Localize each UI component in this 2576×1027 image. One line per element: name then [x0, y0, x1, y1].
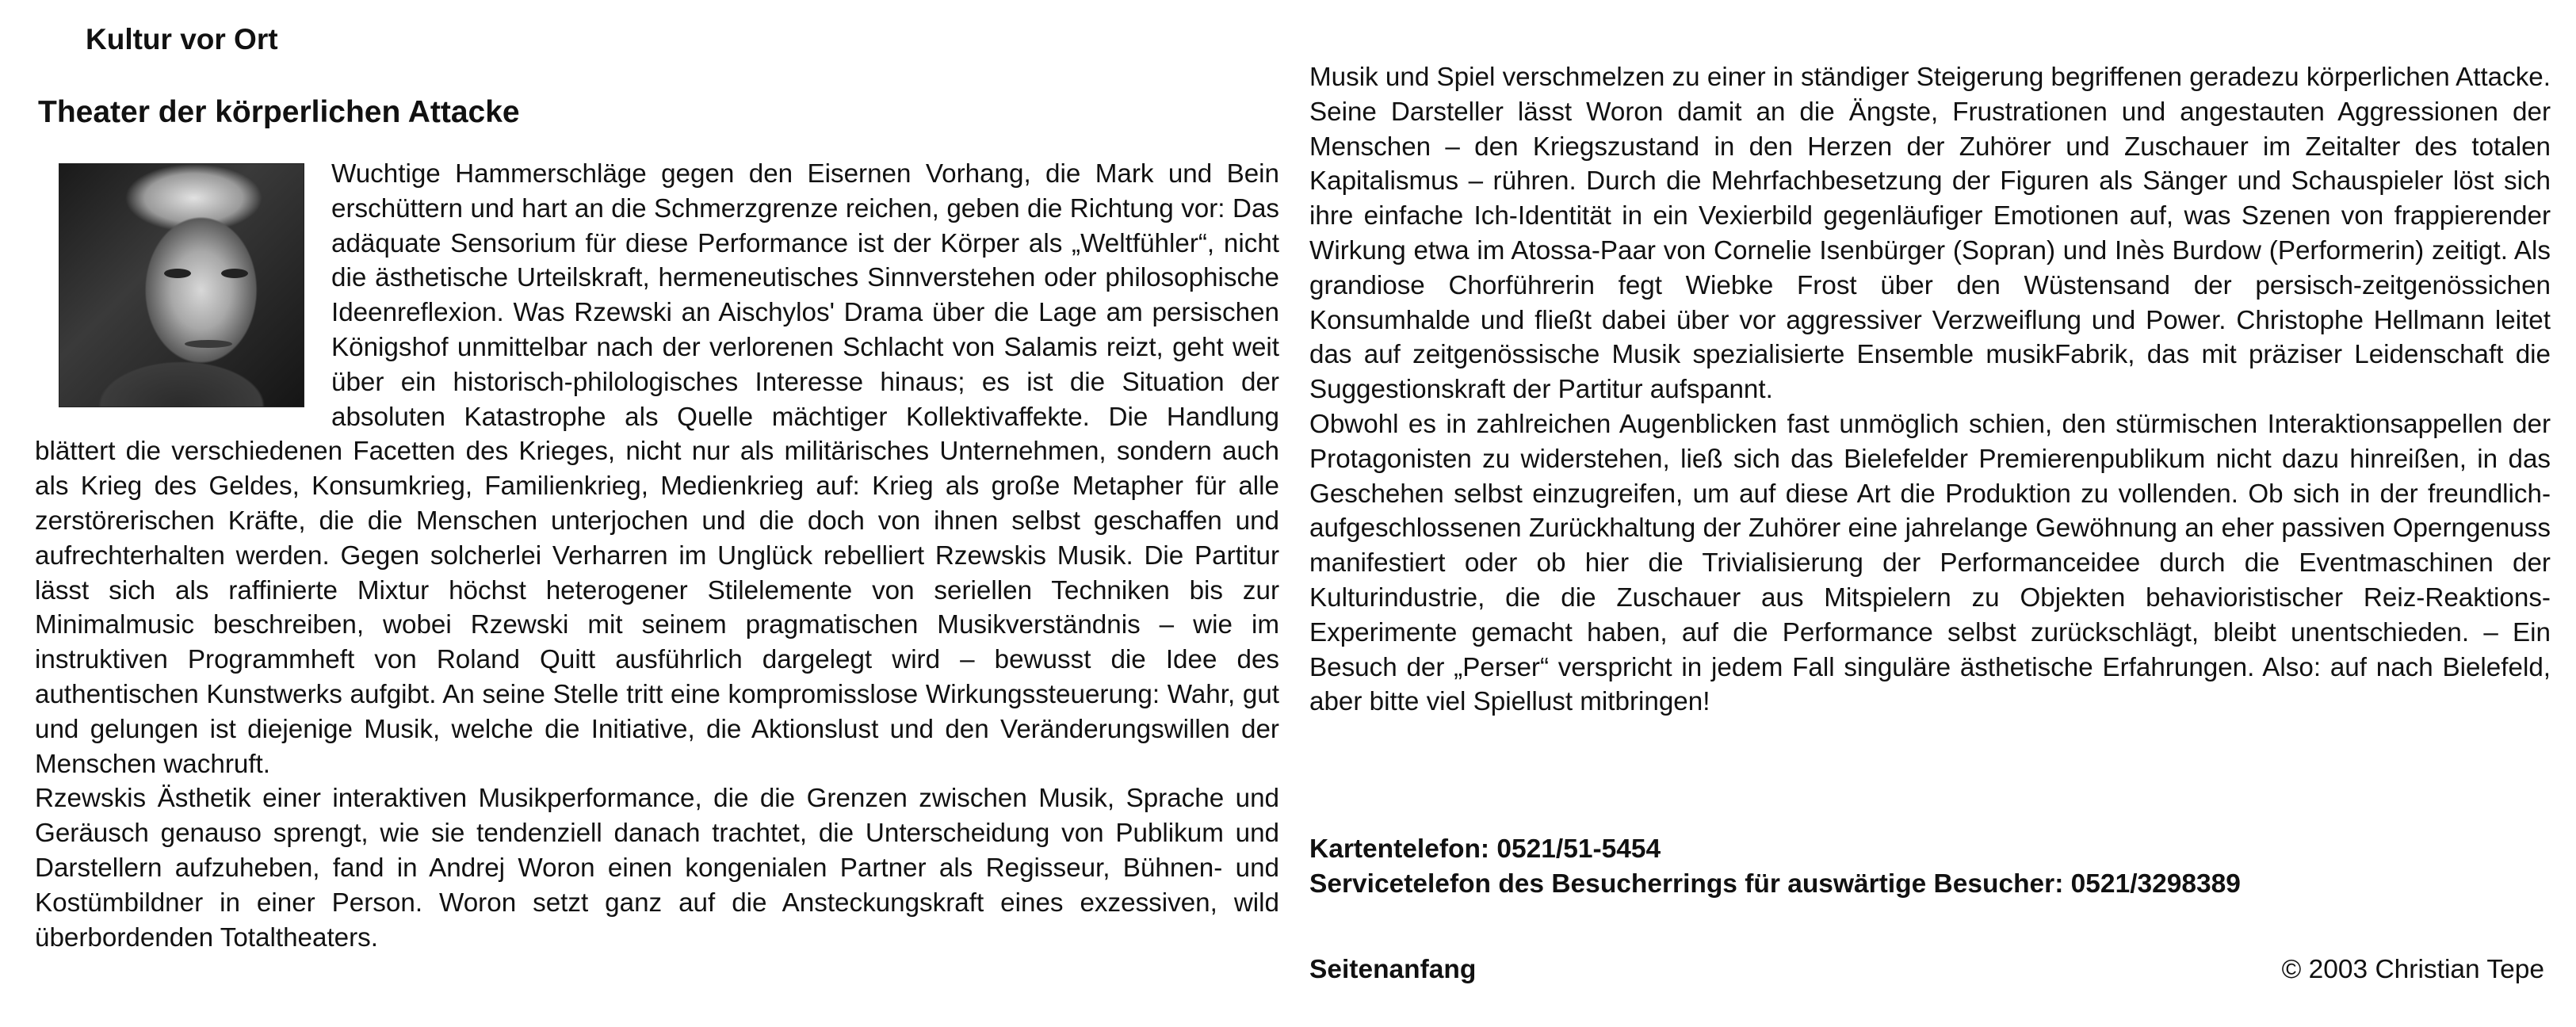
article-title: Theater der körperlichen Attacke: [38, 95, 520, 129]
article-paragraph-1: Wuchtige Hammerschläge gegen den Eisernen Vorhang, die Mark und Bein erschüttern und hart an die Schmerzgrenze reichen, geben die Richtung vor: Das adäquate Sensorium für diese Performance ist der Körper als „Weltfühler“, nicht die ästhetische Urteilskraft, hermeneutisches Sinnverstehen oder philosophische Ideenreflexion. Was Rzewski an Aischylos' Drama über die Lage am persischen Königshof unmittelbar nach der verlorenen Schlacht von Salamis reizt, geht weit über ein historisch-philologisches Interesse hinaus; es ist die Situation der absoluten Katastrophe als Quelle mächtiger Kollektivaffekte. Die Handlung blättert die verschiedenen Facetten des Krieges, nicht nur als militärisches Unternehmen, sondern auch als Krieg des Geldes, Konsumkrieg, Familienkrieg, Medienkrieg auf: Krieg als große Metapher für alle zerstörerischen Kräfte, die die Menschen unterjochen und die doch von ihnen selbst geschaffen und aufrechterhalten werden. Gegen solcherlei Verharren im Unglück rebelliert Rzewskis Musik. Die Partitur lässt sich als raffinierte Mixtur höchst heterogener Stilelemente von seriellen Techniken bis zur Minimalmusic beschreiben, wobei Rzewski mit seinem pragmatischen Musikverständnis – wie im instruktiven Programmheft von Roland Quitt ausführlich dargelegt wird – bewusst die Idee des authentischen Kunstwerks aufgibt. An seine Stelle tritt eine kompromisslose Wirkungssteuerung: Wahr, gut und gelungen ist diejenige Musik, welche die Initiative, die Aktionslust und den Veränderungswillen der Menschen wachruft.: [35, 159, 1279, 779]
portrait-mouth: [185, 340, 232, 348]
article-paragraph-3: Musik und Spiel verschmelzen zu einer in ständiger Steigerung begriffenen geradezu körperlichen Attacke. Seine Darsteller lässt Woron damit an die Ängste, Frustrationen und angestauten Aggressionen der Menschen – den Kriegszustand in den Herzen der Zuhörer und Zuschauer im Zeitalter des totalen Kapitalismus – rühren. Durch die Mehrfachbesetzung der Figuren als Sänger und Schauspieler löst sich ihre einfache Ich-Identität in ein Vexierbild gegenläufiger Emotionen auf, was Szenen von frappierender Wirkung etwa im Atossa-Paar von Cornelie Isenbürger (Sopran) und Inès Burdow (Performerin) zeitigt. Als grandiose Chorführerin fegt Wiebke Frost über den Wüstensand der persisch-zeitgenössichen Konsumhalde und fließt dabei über vor aggressiver Verzweiflung und Power. Christophe Hellmann leitet das auf zeitgenössische Musik spezialisierte Ensemble musikFabrik, das mit präziser Leidenschaft die Suggestionskraft der Partitur aufspannt.: [1309, 63, 2551, 405]
author-portrait-image: [59, 163, 304, 407]
portrait-eye-left: [164, 269, 191, 278]
article-paragraph-4: Obwohl es in zahlreichen Augenblicken fast unmöglich schien, den stürmischen Interaktionsappellen der Protagonisten zu widerstehen, ließ sich das Bielefelder Premierenpublikum nicht dazu hinreißen, in das Geschehen selbst einzugreifen, um auf diese Art die Produktion zu vollenden. Ob sich in der freundlich-aufgeschlossenen Zurückhaltung der Zuhörer eine jahrelange Gewöhnung an eher passiven Operngenuss manifestiert oder ob hier die Trivialisierung der Performanceidee durch die Eventmaschinen der Kulturindustrie, die die Zuschauer aus Mitspielern zu Objekten behavioristischer Reiz-Reaktions-Experimente gemacht haben, auf die Performance selbst zurückschlägt, bleibt unentschieden. – Ein Besuch der „Perser“ verspricht in jedem Fall singuläre ästhetische Erfahrungen. Also: auf nach Bielefeld, aber bitte viel Spiellust mitbringen!: [1309, 409, 2551, 717]
article-left-column: [35, 157, 1279, 955]
copyright-notice: © 2003 Christian Tepe: [2281, 955, 2544, 984]
article-paragraph-2: Rzewskis Ästhetik einer interaktiven Musikperformance, die die Grenzen zwischen Musik, Sprache und Geräusch genauso sprengt, wie sie tendenziell danach trachtet, die Unterscheidung von Publikum und Darstellern aufzuheben, fand in Andrej Woron einen kongenialen Partner als Regisseur, Bühnen- und Kostümbildner in einer Person. Woron setzt ganz auf die Ansteckungskraft eines exzessiven, wild überbordenden Totaltheaters.: [35, 784, 1279, 953]
portrait-eye-right: [221, 269, 248, 278]
back-to-top-link[interactable]: Seitenanfang: [1309, 955, 1477, 984]
article-right-column: [1309, 60, 2551, 720]
ticket-phone: Kartentelefon: 0521/51-5454: [1309, 834, 1661, 864]
section-label: Kultur vor Ort: [86, 23, 278, 55]
service-phone: Servicetelefon des Besucherrings für auswärtige Besucher: 0521/3298389: [1309, 869, 2241, 899]
